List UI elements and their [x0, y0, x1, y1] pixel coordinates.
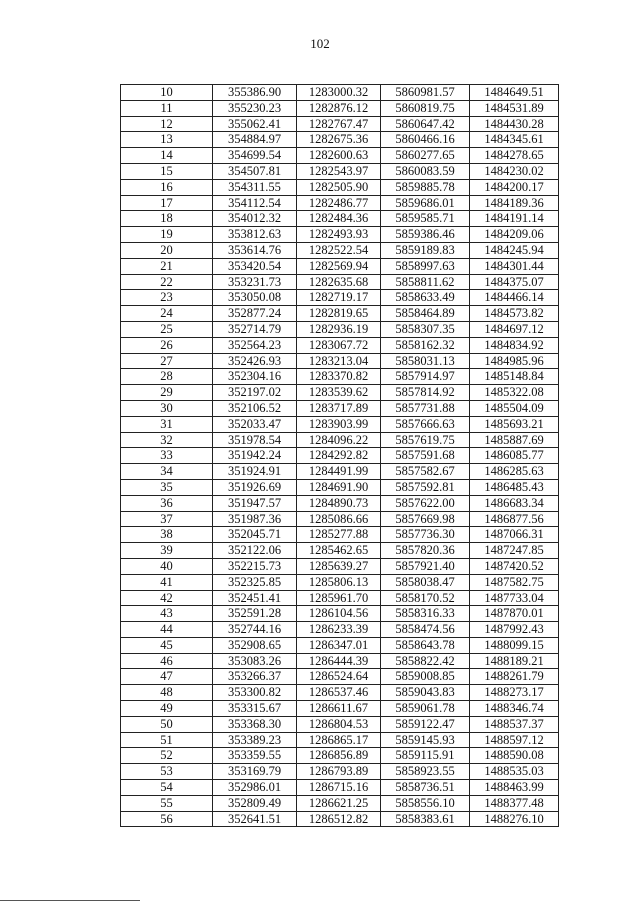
coordinate-cell: 1484345.61	[470, 132, 559, 148]
coordinate-cell: 1484245.94	[470, 242, 559, 258]
coordinate-cell: 1282600.63	[297, 148, 381, 164]
coordinate-cell: 1487247.85	[470, 543, 559, 559]
table-row	[121, 448, 559, 464]
coordinate-cell: 5860083.59	[381, 163, 470, 179]
coordinate-cell: 353420.54	[213, 258, 297, 274]
table-row	[121, 606, 559, 622]
point-number-cell: 18	[121, 211, 213, 227]
coordinate-cell: 5860647.42	[381, 116, 470, 132]
coordinate-cell: 5859061.78	[381, 701, 470, 717]
coordinate-cell: 1488590.08	[470, 748, 559, 764]
coordinate-cell: 1487992.43	[470, 622, 559, 638]
table-row	[121, 369, 559, 385]
coordinate-cell: 352744.16	[213, 622, 297, 638]
coordinate-cell: 1484301.44	[470, 258, 559, 274]
coordinate-cell: 1285462.65	[297, 543, 381, 559]
point-number-cell: 48	[121, 685, 213, 701]
coordinate-cell: 1485322.08	[470, 385, 559, 401]
table-row	[121, 764, 559, 780]
coordinate-cell: 1488276.10	[470, 811, 559, 827]
coordinate-cell: 1282767.47	[297, 116, 381, 132]
coordinate-cell: 1282719.17	[297, 290, 381, 306]
coordinate-cell: 1284491.99	[297, 464, 381, 480]
point-number-cell: 16	[121, 179, 213, 195]
coordinate-cell: 1282522.54	[297, 242, 381, 258]
coordinate-cell: 352451.41	[213, 590, 297, 606]
table-row	[121, 479, 559, 495]
table-row	[121, 558, 559, 574]
coordinate-cell: 1282675.36	[297, 132, 381, 148]
coordinate-cell: 5860981.57	[381, 85, 470, 101]
table-row	[121, 685, 559, 701]
table-row	[121, 290, 559, 306]
coordinate-cell: 1488597.12	[470, 732, 559, 748]
table-row	[121, 400, 559, 416]
coordinates-table	[120, 84, 559, 827]
page-number: 102	[310, 36, 330, 51]
point-number-cell: 26	[121, 337, 213, 353]
table-row	[121, 653, 559, 669]
coordinate-cell: 352564.23	[213, 337, 297, 353]
table-row	[121, 179, 559, 195]
coordinate-cell: 1282819.65	[297, 306, 381, 322]
coordinate-cell: 354884.97	[213, 132, 297, 148]
coordinate-cell: 1486085.77	[470, 448, 559, 464]
coordinate-cell: 352045.71	[213, 527, 297, 543]
table-row	[121, 732, 559, 748]
point-number-cell: 40	[121, 558, 213, 574]
point-number-cell: 15	[121, 163, 213, 179]
table-row	[121, 385, 559, 401]
coordinate-cell: 1286512.82	[297, 811, 381, 827]
point-number-cell: 14	[121, 148, 213, 164]
coordinate-cell: 5858556.10	[381, 795, 470, 811]
coordinate-cell: 1484200.17	[470, 179, 559, 195]
coordinate-cell: 352325.85	[213, 574, 297, 590]
point-number-cell: 32	[121, 432, 213, 448]
coordinate-cell: 1484649.51	[470, 85, 559, 101]
coordinate-cell: 1488261.79	[470, 669, 559, 685]
coordinate-cell: 1487066.31	[470, 527, 559, 543]
coordinate-cell: 1484573.82	[470, 306, 559, 322]
coordinate-cell: 5859145.93	[381, 732, 470, 748]
coordinate-cell: 5857619.75	[381, 432, 470, 448]
point-number-cell: 43	[121, 606, 213, 622]
table-row	[121, 637, 559, 653]
table-row	[121, 258, 559, 274]
coordinate-cell: 1283000.32	[297, 85, 381, 101]
coordinate-cell: 1484278.65	[470, 148, 559, 164]
coordinate-cell: 5858736.51	[381, 780, 470, 796]
coordinate-cell: 1283903.99	[297, 416, 381, 432]
coordinate-cell: 5858038.47	[381, 574, 470, 590]
point-number-cell: 33	[121, 448, 213, 464]
coordinate-cell: 1283213.04	[297, 353, 381, 369]
coordinate-cell: 5858997.63	[381, 258, 470, 274]
table-row	[121, 495, 559, 511]
table-row	[121, 321, 559, 337]
coordinate-cell: 352426.93	[213, 353, 297, 369]
coordinate-cell: 355230.23	[213, 100, 297, 116]
coordinate-cell: 1484230.02	[470, 163, 559, 179]
point-number-cell: 41	[121, 574, 213, 590]
coordinate-cell: 1487870.01	[470, 606, 559, 622]
table-row	[121, 306, 559, 322]
table-row	[121, 574, 559, 590]
coordinate-cell: 5857666.63	[381, 416, 470, 432]
coordinate-cell: 5859115.91	[381, 748, 470, 764]
coordinate-cell: 5859122.47	[381, 716, 470, 732]
table-row	[121, 353, 559, 369]
coordinate-cell: 5857736.30	[381, 527, 470, 543]
coordinate-cell: 351987.36	[213, 511, 297, 527]
coordinate-cell: 1285639.27	[297, 558, 381, 574]
point-number-cell: 54	[121, 780, 213, 796]
coordinate-cell: 5859008.85	[381, 669, 470, 685]
point-number-cell: 29	[121, 385, 213, 401]
coordinate-cell: 353300.82	[213, 685, 297, 701]
point-number-cell: 47	[121, 669, 213, 685]
coordinate-cell: 5857592.81	[381, 479, 470, 495]
table-row	[121, 85, 559, 101]
table-row	[121, 590, 559, 606]
coordinate-cell: 5857622.00	[381, 495, 470, 511]
coordinate-cell: 352641.51	[213, 811, 297, 827]
coordinate-cell: 5860277.65	[381, 148, 470, 164]
coordinate-cell: 1283717.89	[297, 400, 381, 416]
coordinate-cell: 5857669.98	[381, 511, 470, 527]
coordinate-cell: 1286715.16	[297, 780, 381, 796]
coordinate-cell: 1486485.43	[470, 479, 559, 495]
table-row	[121, 100, 559, 116]
coordinate-cell: 353614.76	[213, 242, 297, 258]
coordinate-cell: 1286804.53	[297, 716, 381, 732]
coordinate-cell: 1487733.04	[470, 590, 559, 606]
point-number-cell: 21	[121, 258, 213, 274]
coordinate-cell: 354507.81	[213, 163, 297, 179]
coordinate-cell: 352986.01	[213, 780, 297, 796]
table-row	[121, 116, 559, 132]
point-number-cell: 46	[121, 653, 213, 669]
coordinate-cell: 353231.73	[213, 274, 297, 290]
coordinate-cell: 1485693.21	[470, 416, 559, 432]
coordinate-cell: 355062.41	[213, 116, 297, 132]
coordinate-cell: 1486877.56	[470, 511, 559, 527]
coordinate-cell: 5858031.13	[381, 353, 470, 369]
coordinate-cell: 5859189.83	[381, 242, 470, 258]
coordinate-cell: 1282493.93	[297, 227, 381, 243]
table-row	[121, 511, 559, 527]
coordinate-cell: 1282505.90	[297, 179, 381, 195]
table-row	[121, 195, 559, 211]
coordinate-cell: 1486683.34	[470, 495, 559, 511]
point-number-cell: 39	[121, 543, 213, 559]
coordinate-cell: 1484430.28	[470, 116, 559, 132]
table-row	[121, 227, 559, 243]
coordinate-cell: 5858162.32	[381, 337, 470, 353]
coordinate-cell: 1488377.48	[470, 795, 559, 811]
point-number-cell: 24	[121, 306, 213, 322]
coordinate-cell: 1285086.66	[297, 511, 381, 527]
coordinate-cell: 5857814.92	[381, 385, 470, 401]
point-number-cell: 12	[121, 116, 213, 132]
table-row	[121, 416, 559, 432]
coordinate-cell: 1286444.39	[297, 653, 381, 669]
coordinate-cell: 1286865.17	[297, 732, 381, 748]
coordinate-cell: 1285961.70	[297, 590, 381, 606]
coordinate-cell: 5859686.01	[381, 195, 470, 211]
table-row	[121, 622, 559, 638]
table-row	[121, 748, 559, 764]
coordinate-cell: 1487582.75	[470, 574, 559, 590]
coordinate-cell: 353169.79	[213, 764, 297, 780]
coordinate-cell: 352304.16	[213, 369, 297, 385]
table-row	[121, 132, 559, 148]
table-row	[121, 527, 559, 543]
coordinate-cell: 352809.49	[213, 795, 297, 811]
coordinate-cell: 354311.55	[213, 179, 297, 195]
point-number-cell: 35	[121, 479, 213, 495]
coordinate-cell: 1286233.39	[297, 622, 381, 638]
point-number-cell: 25	[121, 321, 213, 337]
coordinate-cell: 1286104.56	[297, 606, 381, 622]
coordinate-cell: 5858170.52	[381, 590, 470, 606]
point-number-cell: 30	[121, 400, 213, 416]
coordinate-cell: 353315.67	[213, 701, 297, 717]
coordinate-cell: 1282936.19	[297, 321, 381, 337]
table-row	[121, 780, 559, 796]
coordinate-cell: 5858383.61	[381, 811, 470, 827]
coordinate-cell: 5858464.89	[381, 306, 470, 322]
coordinate-cell: 351926.69	[213, 479, 297, 495]
coordinate-cell: 353389.23	[213, 732, 297, 748]
point-number-cell: 52	[121, 748, 213, 764]
coordinate-cell: 351947.57	[213, 495, 297, 511]
coordinate-cell: 5858316.33	[381, 606, 470, 622]
coordinate-cell: 1484697.12	[470, 321, 559, 337]
coordinate-cell: 353368.30	[213, 716, 297, 732]
coordinate-cell: 1484531.89	[470, 100, 559, 116]
point-number-cell: 44	[121, 622, 213, 638]
table-row	[121, 274, 559, 290]
coordinate-cell: 5857591.68	[381, 448, 470, 464]
coordinate-cell: 1488537.37	[470, 716, 559, 732]
table-row	[121, 716, 559, 732]
coordinate-cell: 1282569.94	[297, 258, 381, 274]
coordinate-cell: 1284691.90	[297, 479, 381, 495]
coordinate-cell: 1488346.74	[470, 701, 559, 717]
table-row	[121, 701, 559, 717]
coordinate-cell: 1285806.13	[297, 574, 381, 590]
point-number-cell: 45	[121, 637, 213, 653]
coordinate-cell: 5858643.78	[381, 637, 470, 653]
point-number-cell: 51	[121, 732, 213, 748]
point-number-cell: 11	[121, 100, 213, 116]
coordinate-cell: 352033.47	[213, 416, 297, 432]
coordinate-cell: 5859585.71	[381, 211, 470, 227]
point-number-cell: 55	[121, 795, 213, 811]
coordinate-cell: 1284096.22	[297, 432, 381, 448]
coordinate-cell: 352215.73	[213, 558, 297, 574]
coordinate-cell: 1286537.46	[297, 685, 381, 701]
coordinate-cell: 1286621.25	[297, 795, 381, 811]
coordinate-cell: 1485504.09	[470, 400, 559, 416]
coordinate-cell: 1488099.15	[470, 637, 559, 653]
coordinate-cell: 352122.06	[213, 543, 297, 559]
coordinate-cell: 5858307.35	[381, 321, 470, 337]
coordinate-cell: 1284890.73	[297, 495, 381, 511]
table-row	[121, 669, 559, 685]
coordinate-cell: 1286524.64	[297, 669, 381, 685]
coordinate-cell: 1283370.82	[297, 369, 381, 385]
coordinate-cell: 5858923.55	[381, 764, 470, 780]
point-number-cell: 53	[121, 764, 213, 780]
coordinate-cell: 5860466.16	[381, 132, 470, 148]
coordinate-cell: 354699.54	[213, 148, 297, 164]
table-row	[121, 211, 559, 227]
point-number-cell: 34	[121, 464, 213, 480]
coordinate-cell: 5857731.88	[381, 400, 470, 416]
coordinate-cell: 1286611.67	[297, 701, 381, 717]
coordinate-cell: 1284292.82	[297, 448, 381, 464]
table-row	[121, 543, 559, 559]
coordinate-cell: 1488189.21	[470, 653, 559, 669]
coordinate-cell: 1484191.14	[470, 211, 559, 227]
point-number-cell: 49	[121, 701, 213, 717]
coordinate-cell: 352197.02	[213, 385, 297, 401]
coordinate-cell: 351978.54	[213, 432, 297, 448]
coordinate-cell: 1484189.36	[470, 195, 559, 211]
point-number-cell: 10	[121, 85, 213, 101]
point-number-cell: 36	[121, 495, 213, 511]
table-row	[121, 811, 559, 827]
point-number-cell: 20	[121, 242, 213, 258]
table-row	[121, 464, 559, 480]
coordinate-cell: 1485887.69	[470, 432, 559, 448]
point-number-cell: 27	[121, 353, 213, 369]
coordinate-cell: 1282543.97	[297, 163, 381, 179]
coordinate-cell: 5860819.75	[381, 100, 470, 116]
coordinate-cell: 351942.24	[213, 448, 297, 464]
coordinate-cell: 5858811.62	[381, 274, 470, 290]
coordinate-cell: 1485148.84	[470, 369, 559, 385]
coordinate-cell: 5857914.97	[381, 369, 470, 385]
coordinate-cell: 352106.52	[213, 400, 297, 416]
table-row	[121, 337, 559, 353]
coordinate-cell: 354012.32	[213, 211, 297, 227]
coordinate-cell: 5858474.56	[381, 622, 470, 638]
table-row	[121, 795, 559, 811]
point-number-cell: 38	[121, 527, 213, 543]
coordinate-cell: 5859043.83	[381, 685, 470, 701]
point-number-cell: 17	[121, 195, 213, 211]
coordinate-cell: 353266.37	[213, 669, 297, 685]
coordinate-cell: 351924.91	[213, 464, 297, 480]
coordinate-cell: 352714.79	[213, 321, 297, 337]
coordinate-cell: 353083.26	[213, 653, 297, 669]
coordinate-cell: 1488463.99	[470, 780, 559, 796]
coordinate-cell: 1484466.14	[470, 290, 559, 306]
point-number-cell: 37	[121, 511, 213, 527]
coordinate-cell: 1484375.07	[470, 274, 559, 290]
coordinate-cell: 1487420.52	[470, 558, 559, 574]
table-body	[121, 85, 559, 827]
coordinate-cell: 1286793.89	[297, 764, 381, 780]
coordinate-cell: 352908.65	[213, 637, 297, 653]
coordinate-cell: 1286347.01	[297, 637, 381, 653]
coordinate-cell: 5857921.40	[381, 558, 470, 574]
coordinate-cell: 1484985.96	[470, 353, 559, 369]
coordinate-cell: 354112.54	[213, 195, 297, 211]
coordinate-cell: 1488273.17	[470, 685, 559, 701]
point-number-cell: 31	[121, 416, 213, 432]
point-number-cell: 19	[121, 227, 213, 243]
coordinate-cell: 352877.24	[213, 306, 297, 322]
coordinate-cell: 5857582.67	[381, 464, 470, 480]
coordinate-cell: 5857820.36	[381, 543, 470, 559]
coordinate-cell: 1282876.12	[297, 100, 381, 116]
coordinate-cell: 1488535.03	[470, 764, 559, 780]
bottom-rule	[0, 900, 140, 901]
coordinate-cell: 352591.28	[213, 606, 297, 622]
coordinate-cell: 5858633.49	[381, 290, 470, 306]
coordinate-cell: 1283067.72	[297, 337, 381, 353]
coordinate-cell: 1484209.06	[470, 227, 559, 243]
coordinate-cell: 353359.55	[213, 748, 297, 764]
table-row	[121, 242, 559, 258]
coordinate-cell: 1282484.36	[297, 211, 381, 227]
table-row	[121, 148, 559, 164]
coordinate-cell: 5859386.46	[381, 227, 470, 243]
point-number-cell: 56	[121, 811, 213, 827]
table-row	[121, 432, 559, 448]
coordinate-cell: 355386.90	[213, 85, 297, 101]
coordinate-cell: 5858822.42	[381, 653, 470, 669]
coordinate-cell: 1484834.92	[470, 337, 559, 353]
coordinate-cell: 1286856.89	[297, 748, 381, 764]
point-number-cell: 42	[121, 590, 213, 606]
coordinate-cell: 5859885.78	[381, 179, 470, 195]
coordinate-cell: 1285277.88	[297, 527, 381, 543]
point-number-cell: 22	[121, 274, 213, 290]
point-number-cell: 13	[121, 132, 213, 148]
point-number-cell: 28	[121, 369, 213, 385]
point-number-cell: 23	[121, 290, 213, 306]
coordinate-cell: 1282635.68	[297, 274, 381, 290]
coordinate-cell: 1486285.63	[470, 464, 559, 480]
coordinate-cell: 1282486.77	[297, 195, 381, 211]
table-row	[121, 163, 559, 179]
coordinate-cell: 1283539.62	[297, 385, 381, 401]
point-number-cell: 50	[121, 716, 213, 732]
coordinate-cell: 353050.08	[213, 290, 297, 306]
coordinate-cell: 353812.63	[213, 227, 297, 243]
